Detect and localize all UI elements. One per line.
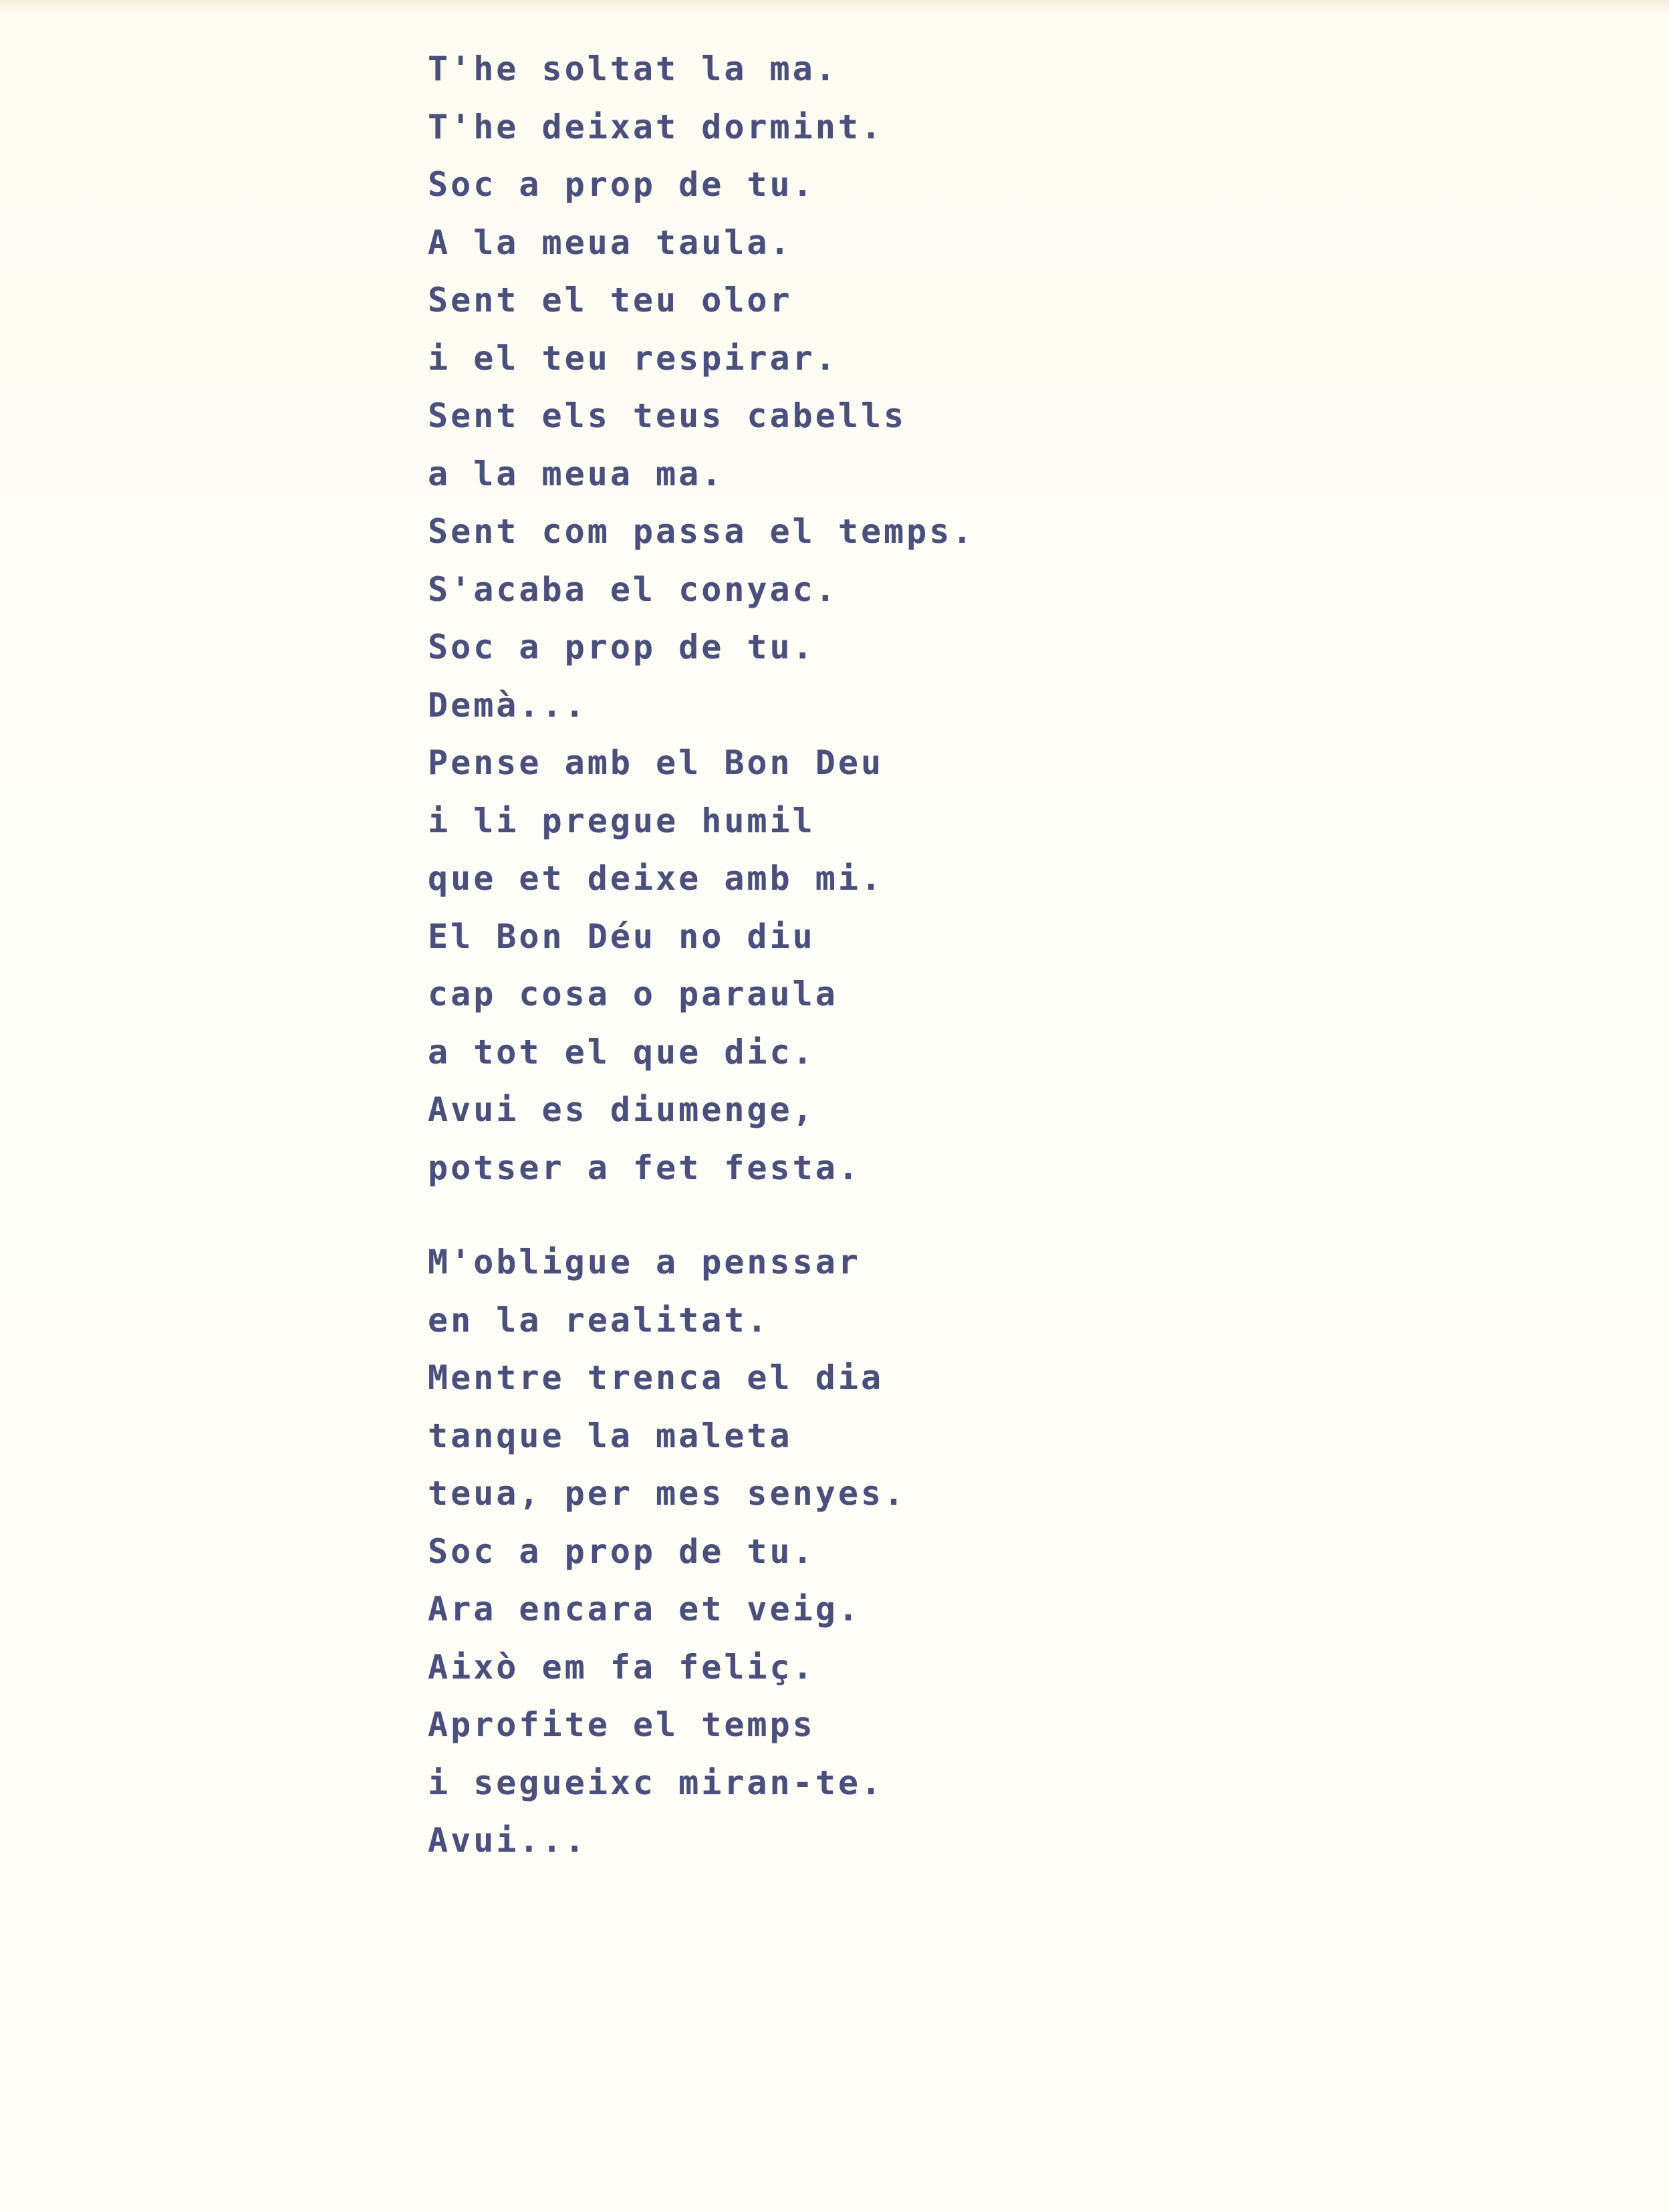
poem-line: Sent com passa el temps. — [428, 512, 975, 551]
page-top-edge — [0, 0, 1669, 12]
poem-line: M'obligue a penssar — [428, 1243, 861, 1281]
poem-line: Demà... — [428, 685, 588, 725]
stanza-2 — [428, 1233, 1163, 1870]
poem-line: Sent els teus cabells — [428, 396, 907, 435]
poem-line: S'acaba el conyac. — [428, 570, 838, 609]
poem-line: i segueixc miran-te. — [428, 1763, 884, 1802]
poem-line: Soc a prop de tu. — [428, 628, 815, 666]
poem-line: i el teu respirar. — [428, 338, 838, 378]
poem-line: Pense amb el Bon Deu — [428, 743, 884, 782]
poem-line: en la realitat. — [428, 1300, 770, 1340]
poem-line: Soc a prop de tu. — [428, 1531, 815, 1571]
poem-line: T'he deixat dormint. — [428, 107, 884, 146]
poem-line: El Bon Déu no diu — [428, 916, 815, 956]
poem-line: Avui es diumenge, — [428, 1090, 815, 1129]
poem-line: tanque la maleta — [428, 1416, 793, 1455]
poem-line: potser a fet festa. — [428, 1148, 861, 1187]
poem-line: a tot el que dic. — [428, 1032, 815, 1072]
poem-line: Mentre trenca el dia — [428, 1358, 884, 1397]
poem-line: cap cosa o paraula — [428, 975, 838, 1013]
poem-line: Ara encara et veig. — [428, 1590, 861, 1628]
poem-line: A la meua taula. — [428, 223, 793, 262]
poem-line: Avui... — [428, 1821, 588, 1860]
poem — [428, 40, 1163, 1870]
poem-line: Soc a prop de tu. — [428, 165, 815, 204]
poem-line: Això em fa feliç. — [428, 1647, 815, 1687]
poem-line: teua, per mes senyes. — [428, 1474, 907, 1513]
cut-off-title — [468, 0, 815, 23]
poem-line: Sent el teu olor — [428, 281, 793, 320]
poem-line: que et deixe amb mi. — [428, 859, 884, 898]
stanza-1 — [428, 40, 1163, 1197]
poem-line: T'he soltat la ma. — [428, 49, 838, 88]
poem-line: a la meua ma. — [428, 454, 725, 493]
poem-line: Aprofite el temps — [428, 1705, 815, 1744]
poem-line: i li pregue humil — [428, 801, 815, 840]
